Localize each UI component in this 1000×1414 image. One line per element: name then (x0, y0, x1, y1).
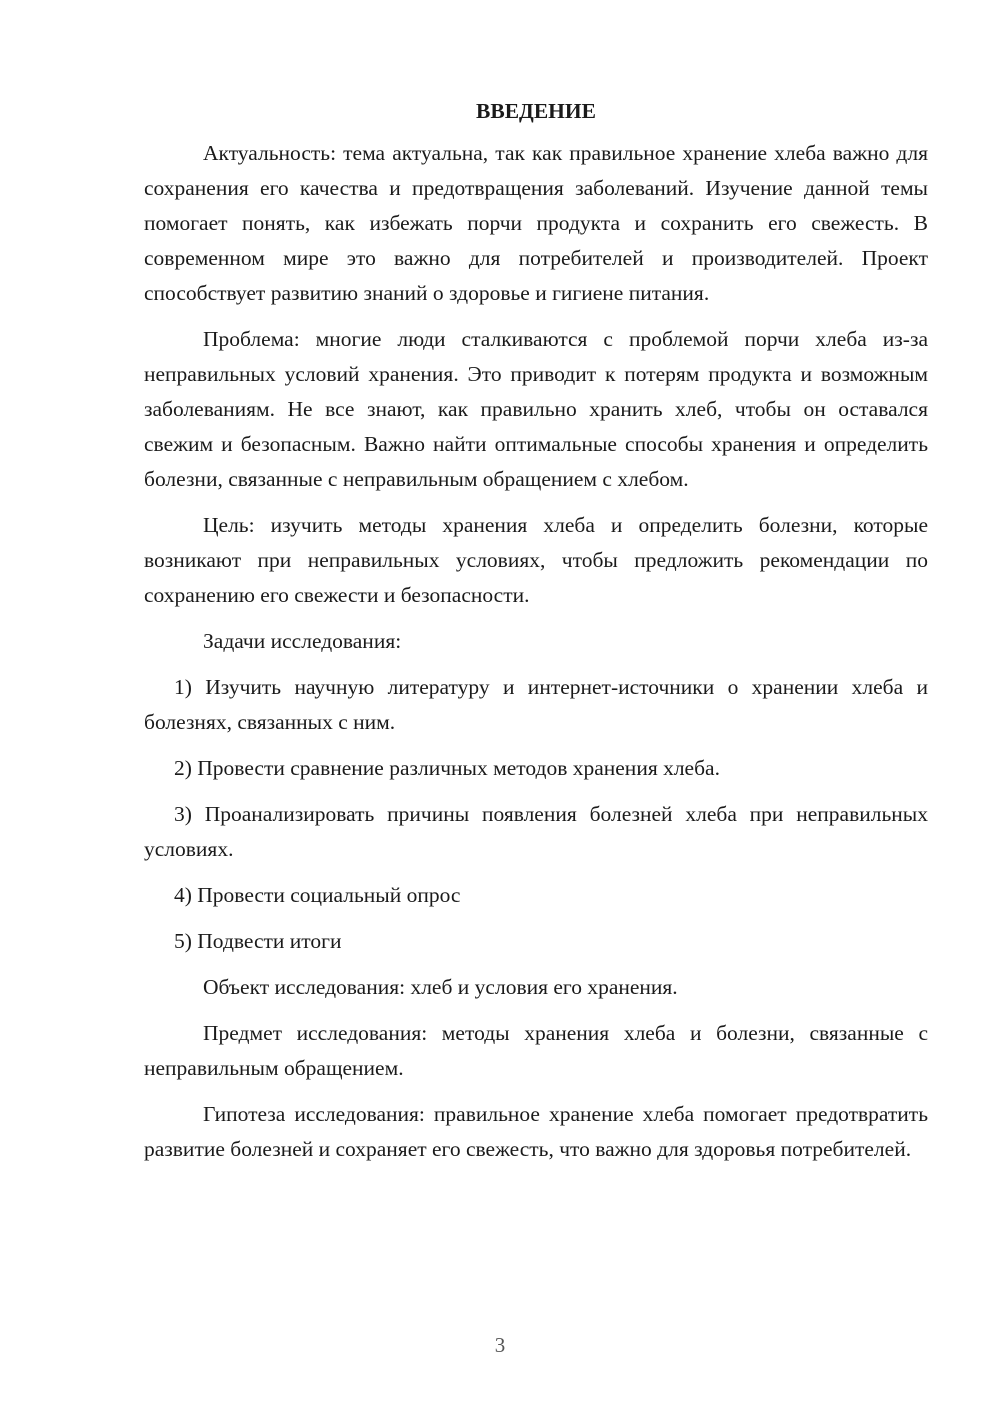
problem-paragraph: Проблема: многие люди сталкиваются с проблемой порчи хлеба из-за неправильных условий хранения. Это приводит к потерям продукта и возможным заболеваниям. Не все знают, как правильно хранить хлеб, чтобы он оставался свежим и безопасным. Важно найти оптимальные способы хранения и определить болезни, связанные с неправильным обращением с хлебом. (144, 327, 928, 491)
tasks-heading: Задачи исследования: (203, 629, 402, 653)
hypothesis-paragraph: Гипотеза исследования: правильное хранение хлеба помогает предотвратить развитие болезней и сохраняет его свежесть, что важно для здоровья потребителей. (144, 1102, 928, 1161)
goal-paragraph: Цель: изучить методы хранения хлеба и определить болезни, которые возникают при неправильных условиях, чтобы предложить рекомендации по сохранению его свежести и безопасности. (144, 513, 928, 607)
relevance-paragraph: Актуальность: тема актуальна, так как правильное хранение хлеба важно для сохранения его качества и предотвращения заболеваний. Изучение данной темы помогает понять, как избежать порчи продукта и сохранить его свежесть. В современном мире это важно для потребителей и производителей. Проект способствует развитию знаний о здоровье и гигиене питания. (144, 141, 928, 305)
task-item-5: 5) Подвести итоги (174, 929, 342, 953)
task-item-2: 2) Провести сравнение различных методов хранения хлеба. (174, 756, 720, 780)
subject-paragraph: Предмет исследования: методы хранения хлеба и болезни, связанные с неправильным обращением. (144, 1021, 928, 1080)
task-item-4: 4) Провести социальный опрос (174, 883, 461, 907)
task-item-1: 1) Изучить научную литературу и интернет-источники о хранении хлеба и болезнях, связанных с ним. (144, 675, 928, 734)
object-paragraph: Объект исследования: хлеб и условия его хранения. (203, 975, 678, 999)
task-item-3: 3) Проанализировать причины появления болезней хлеба при неправильных условиях. (144, 802, 928, 861)
page-number: 3 (494, 1333, 506, 1357)
document-page (144, 96, 928, 1178)
section-title: ВВЕДЕНИЕ (476, 99, 596, 123)
